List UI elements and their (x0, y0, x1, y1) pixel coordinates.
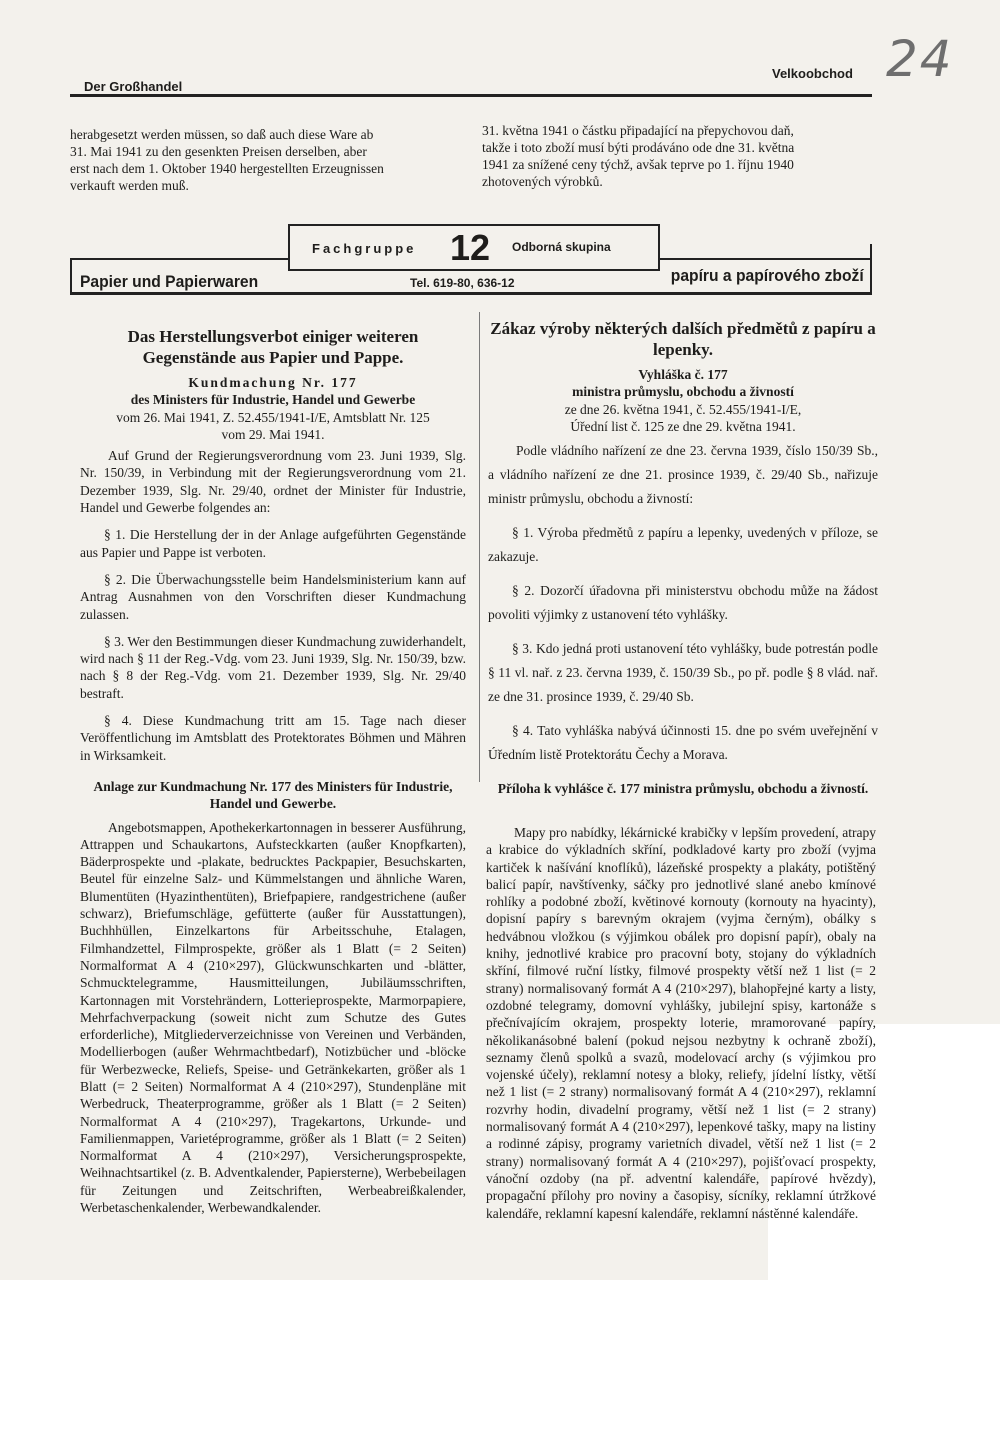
continuation-line: takže i toto zboží musí býti prodáváno ode dne 31. května (482, 140, 795, 155)
annex-body: Angebotsmappen, Apothekerkartonnagen in besserer Ausführung, Attrappen und Schaukartons, Aufsteckkarten (außer Knopfkarten), Bäderprospekte und -plakate, bedrucktes Packpapier, Besuchskarten, Beutel für einzelne Salz- und Kümmelstangen und ähnliche Waren, Blumentüten (Hyazinthentüten), Briefpapiere, randgestrichene (außer schwarz), Briefumschläge, gefütterte (außer für Ausstattungen), Buchhhüllen, Einzelkartons für Arbeitsschuhe, Etalagen, Filmhandzettel, Filmprospekte, größer als 1 Blatt (= 2 Seiten) Normalformat A 4 (210×297), Glückwunschkarten und -blätter, Schmucktelegramme, Hausmitteilungen, Jubiläumsschriften, Kartonnagen mit Vorstehrändern, Lotterieprospekte, Marmorpapiere, Mehrfachverpackung (soweit nicht zum Schutze des Gutes erforderliche), Mitgliederverzeichnisse von Vereinen und Verbänden, Modellierbogen (außer Wehrmachtbedarf), Notizbücher und -blöcke für Werbezwecke, Reliefs, Speise- und Getränkekarten, größer als 1 Blatt (= 2 Seiten) Normalformat A 4 (210×297), Stundenpläne mit Werbedruck, Theaterprogramme, größer als 1 Blatt (= 2 Seiten) Normalformat A 4 (210×297), Tragekartons, Urkunde- und Familienmappen, Varietéprogramme, größer als 1 Blatt (= 2 Seiten) Normalformat A 4 (210×297), Versicherungsprospekte, Weihnachtsartikel (z. B. Adventkalender, Papiersterne), Werbebeilagen für Zeitungen und Zeitschriften, Werbeabreißkalender, Werbetaschenkalender, Werbewandkalender. (80, 819, 466, 1216)
article-title: Zákaz výroby některých dalších předmětů z papíru a lepenky. (490, 319, 876, 359)
continuation-line: 31. Mai 1941 zu den gesenkten Preisen derselben, aber (70, 144, 367, 159)
header-left: Der Großhandel (84, 79, 183, 94)
odborna-label: Odborná skupina (512, 240, 611, 254)
paragraph-4: § 4. Tato vyhláška nabývá účinnosti 15. dne po svém uveřejnění v Úředním listě Protektorátu Čechy a Morava. (488, 723, 878, 763)
continuation-czech (482, 122, 872, 190)
decree-issuer: ministra průmyslu, obchodu a živností (572, 384, 794, 400)
continuation-line: erst nach dem 1. Oktober 1940 hergestellten Erzeugnissen (70, 161, 384, 176)
fachgruppe-box (288, 224, 660, 271)
header-right: Velkoobchod (772, 66, 853, 81)
continuation-line: herabgesetzt werden müssen, so daß auch diese Ware ab (70, 127, 374, 142)
article-title: Das Herstellungsverbot einiger weiteren Gegenstände aus Papier und Pappe. (127, 327, 419, 367)
paragraph-3: § 3. Wer den Bestimmungen dieser Kundmachung zuwiderhandelt, wird nach § 11 der Reg.-Vdg. vom 23. Juni 1939, Slg. Nr. 150/39, bzw. nach § 8 der Reg.-Vdg. vom 21. Dezember 1939, Slg. Nr. 29/40 bestraft. (80, 633, 466, 701)
czech-annex-heading (488, 780, 878, 803)
continuation-line: 1941 za snížené ceny týchž, avšak teprve po 1. říjnu 1940 (482, 157, 794, 172)
paragraph-2: § 2. Die Überwachungsstelle beim Handelsministerium kann auf Antrag Ausnahmen von den Vorschriften dieser Kundmachung zulassen. (80, 571, 466, 622)
decree-date: Úřední list č. 125 ze dne 29. května 1941. (570, 418, 796, 434)
continuation-line: zhotovených výrobků. (482, 174, 603, 189)
german-column (80, 326, 466, 1216)
banner-title-german: Papier und Papierwaren (80, 272, 259, 291)
column-divider (479, 312, 480, 782)
paragraph-1: § 1. Výroba předmětů z papíru a lepenky, uvedených v příloze, se zakazuje. (488, 525, 878, 565)
banner-rule (70, 292, 872, 295)
paragraph-2: § 2. Dozorčí úřadovna při ministerstvu obchodu může na žádost povoliti výjimky z ustanovení této vyhlášky. (488, 583, 878, 623)
decree-intro: Podle vládního nařízení ze dne 23. června 1939, číslo 150/39 Sb., a vládního nařízení ze dne 21. prosince 1939, č. 29/40 Sb., nařizuje ministr průmyslu, obchodu a živností: (488, 443, 878, 507)
continuation-line: verkauft werden muß. (70, 178, 189, 193)
annex-title: Anlage zur Kundmachung Nr. 177 des Ministers für Industrie, Handel und Gewerbe. (93, 778, 453, 812)
annex-body: Mapy pro nabídky, lékárnické krabičky v lepším provedení, atrapy a krabice do výkladních skříní, podkladové karty pro zboží (vyjma kartiček k našívání knoflíků), lázeňské prospekty a plakáty, potištěný balicí papír, navštívenky, sáčky pro jednotlivé slané anebo kmínové rohlíky a podobné zboží, květinové kornouty (kornouty na hyacinty), dopisní papíry s barevným okrajem (vyjma černým), obálky s hedvábnou vložkou (s výjimkou obálek pro dopisní papír), obaly na knihy, jednotlivé krabice pro pracovní boty, stojany do výkladních skříní, filmové ruční lístky, filmové prospekty větší než 1 list (= 2 strany) normalisovaný formát A 4 (210×297), blahopřejné karty a listy, ozdobné telegramy, domovní vyhlášky, jubilejní spisy, kartonáže s přečnívajícím okrajem, prospekty loterie, mramorované papíry, několikanásobné balení (pokud nejsou nezbytny k ochraně zboží), seznamy členů spolků a svazů, modelovací archy (s výjimkou pro vojenské účely), reklamní notesy a bloky, reliefy, jídelní lístky, větší než 1 list (= 2 strany) normalisovaný formát A 4 (210×297), reklamní rozvrhy hodin, divadelní programy, větší než 1 list (= 2 strany) normalisovaný formát A 4 (210×297), lepenkové tašky, mapy na listiny a rodinné zápisy, programy varietních divadel, větší než 1 list (= 2 strany) normalisovaný formát A 4 (210×297), pojišťovací prospekty, vánoční ozdoby (na př. adventní kalendáře, papírové hvězdy), propagační přílohy pro noviny a časopisy, sícníky, reklamní útržkové kalendáře, reklamní kapesní kalendáře, reklamní nástěnné kalendáře. (486, 825, 876, 1221)
banner-border (70, 258, 72, 294)
group-number: 12 (450, 227, 491, 268)
paragraph-3: § 3. Kdo jedná proti ustanovení této vyhlášky, bude potrestán podle § 11 vl. nař. z 23. června 1939, č. 150/39 Sb., po př. podle § 8 vlád. nař. ze dne 31. prosince 1939, č. 29/40 Sb. (488, 641, 878, 705)
banner-border (870, 244, 872, 294)
section-banner (70, 224, 872, 304)
fachgruppe-label: Fachgruppe (312, 241, 417, 256)
decree-intro: Auf Grund der Regierungsverordnung vom 23. Juni 1939, Slg. Nr. 150/39, in Verbindung mit der Regierungsverordnung vom 21. Dezember 1939, Slg. Nr. 29/40, ordnet der Minister für Industrie, Handel und Gewerbe folgendes an: (80, 448, 466, 516)
decree-date: vom 26. Mai 1941, Z. 52.455/1941-I/E, Amtsblatt Nr. 125 (116, 409, 430, 425)
czech-annex-clip (478, 816, 876, 1278)
header-rule (70, 94, 872, 97)
banner-title-czech: papíru a papírového zboží (671, 266, 864, 285)
annex-title: Příloha k vyhlášce č. 177 ministra průmyslu, obchodu a živností. (497, 781, 869, 796)
czech-annex-column (486, 824, 876, 1222)
paragraph-4: § 4. Diese Kundmachung tritt am 15. Tage nach dieser Veröffentlichung im Amtsblatt des Protektorates Böhmen und Mähren in Wirksamkeit. (80, 713, 466, 763)
banner-telephone: Tel. 619-80, 636-12 (410, 276, 515, 290)
continuation-line: 31. května 1941 o částku připadající na přepychovou daň, (482, 123, 794, 138)
continuation-german (70, 126, 462, 194)
decree-issuer: des Ministers für Industrie, Handel und Gewerbe (130, 392, 416, 408)
decree-number: Kundmachung Nr. 177 (188, 375, 358, 390)
paragraph-1: § 1. Die Herstellung der in der Anlage aufgeführten Gegenstände aus Papier und Pappe ist verboten. (80, 527, 466, 560)
czech-column (488, 318, 878, 767)
handwritten-page-number: 24 (886, 30, 954, 88)
decree-date: vom 29. Mai 1941. (221, 426, 325, 442)
decree-number: Vyhláška č. 177 (638, 367, 728, 382)
decree-date: ze dne 26. května 1941, č. 52.455/1941-I/E, (564, 401, 802, 417)
